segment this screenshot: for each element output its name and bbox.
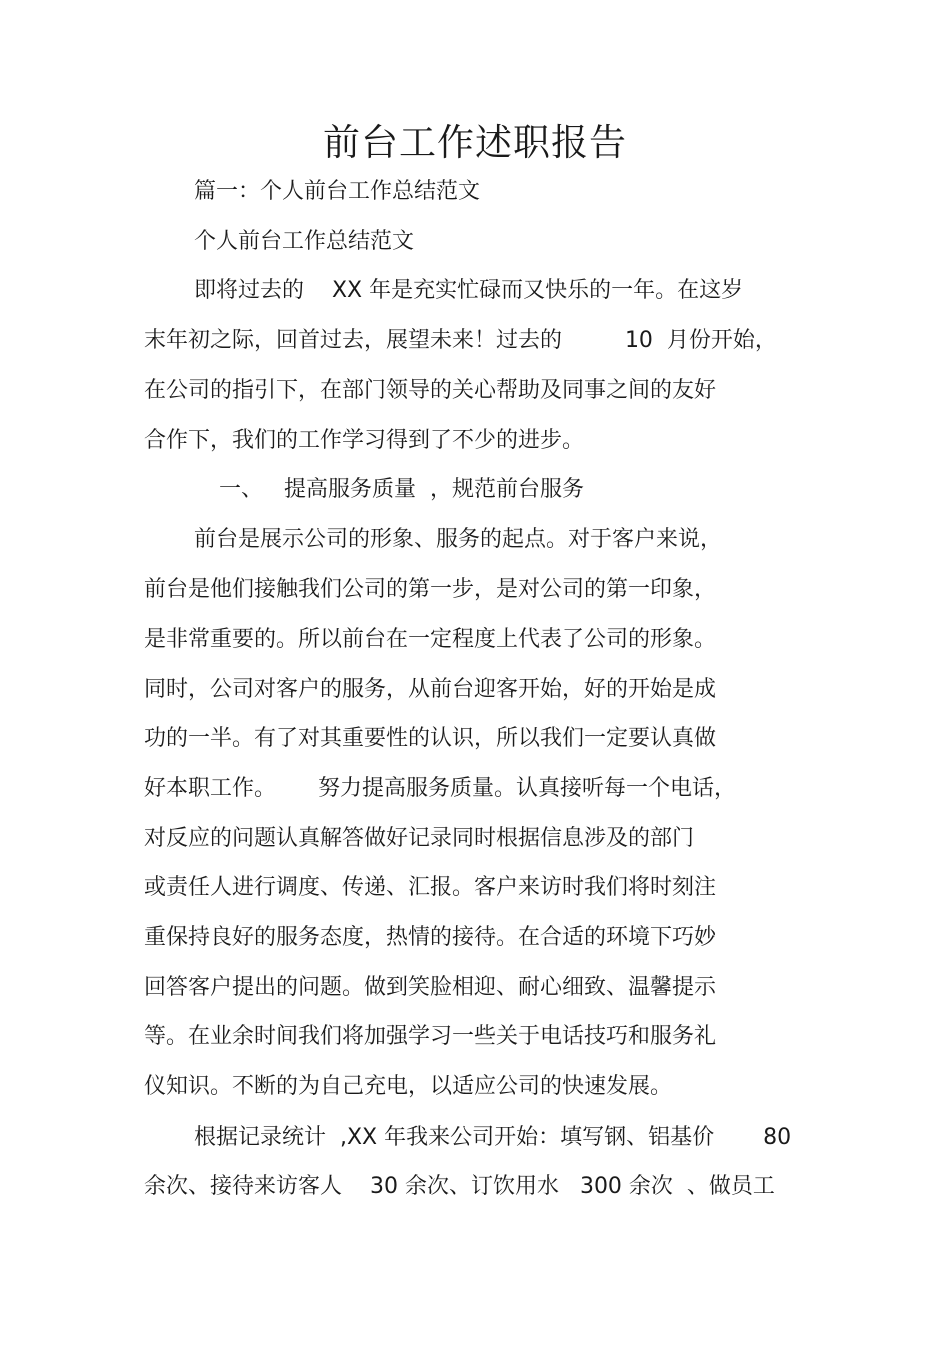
section-heading: 篇一：个人前台工作总结范文 — [194, 179, 481, 204]
document-title: 前台工作述职报告 — [323, 121, 627, 164]
subtitle: 个人前台工作总结范文 — [194, 229, 415, 254]
paragraph-line: 同时，公司对客户的服务，从前台迎客开始，好的开始是成 — [144, 677, 717, 702]
paragraph-line: 在公司的指引下，在部门领导的关心帮助及同事之间的友好 — [144, 378, 717, 403]
paragraph-line: 对反应的问题认真解答做好记录同时根据信息涉及的部门 — [144, 826, 695, 851]
paragraph-line: 余次、接待来访客人 30 余次、订饮用水 300 余次 、做员工 — [144, 1174, 775, 1199]
paragraph-line: 功的一半。有了对其重要性的认识，所以我们一定要认真做 — [144, 726, 717, 751]
paragraph-line: 合作下，我们的工作学习得到了不少的进步。 — [144, 428, 585, 453]
paragraph-line: 即将过去的 XX 年是充实忙碌而又快乐的一年。在这岁 — [194, 278, 744, 303]
paragraph-line: 是非常重要的。所以前台在一定程度上代表了公司的形象。 — [144, 627, 717, 652]
subsection-heading: 一、 提高服务质量 ，规范前台服务 — [219, 477, 584, 502]
paragraph-line: 等。在业余时间我们将加强学习一些关于电话技巧和服务礼 — [144, 1024, 717, 1049]
paragraph-line: 或责任人进行调度、传递、汇报。客户来访时我们将时刻注 — [144, 875, 717, 900]
paragraph-line: 前台是展示公司的形象、服务的起点。对于客户来说， — [194, 527, 723, 552]
paragraph-line: 好本职工作。 努力提高服务质量。认真接听每一个电话， — [144, 776, 736, 801]
paragraph-line: 末年初之际，回首过去，展望未来！过去的 10 月份开始， — [144, 328, 777, 353]
paragraph-line: 前台是他们接触我们公司的第一步，是对公司的第一印象， — [144, 577, 717, 602]
paragraph-line: 仪知识。不断的为自己充电，以适应公司的快速发展。 — [144, 1074, 673, 1099]
paragraph-line: 根据记录统计 ,XX 年我来公司开始：填写钢、铝基价 80 — [194, 1125, 792, 1150]
paragraph-line: 重保持良好的服务态度，热情的接待。在合适的环境下巧妙 — [144, 925, 717, 950]
paragraph-line: 回答客户提出的问题。做到笑脸相迎、耐心细致、温馨提示 — [144, 975, 717, 1000]
